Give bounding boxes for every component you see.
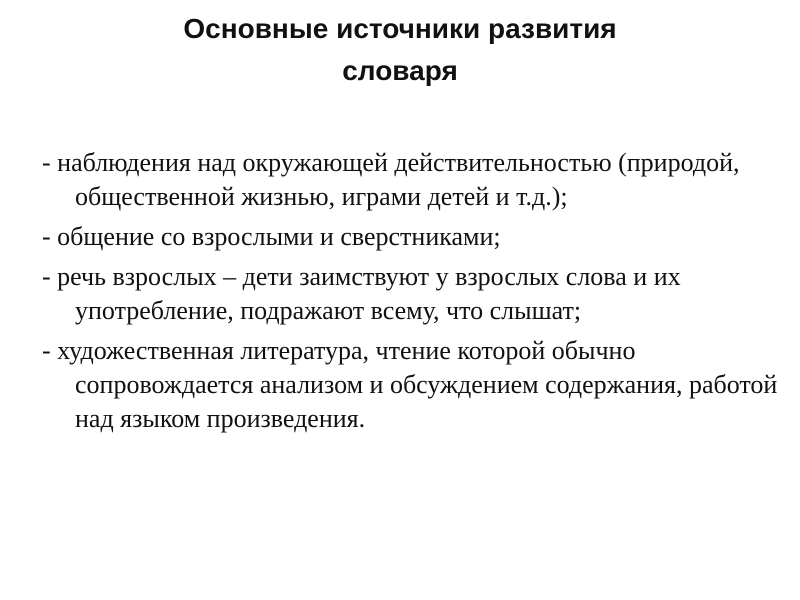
source-item-communication: - общение со взрослыми и сверстниками; bbox=[42, 222, 501, 251]
source-item-fiction: - художественная литература, чтение которой обычно сопровождается анализом и обсуждением содержания, работой над языком произведения. bbox=[42, 336, 778, 433]
slide-title-line-1: Основные источники развития bbox=[183, 13, 617, 44]
slide-title-line-2: словаря bbox=[342, 55, 458, 86]
slide-title bbox=[100, 8, 700, 92]
source-item-adult-speech: - речь взрослых – дети заимствуют у взрослых слова и их употребление, подражают всему, что слышат; bbox=[42, 262, 681, 325]
source-list bbox=[42, 146, 782, 442]
source-item-observation: - наблюдения над окружающей действительностью (природой, общественной жизнью, играми детей и т.д.); bbox=[42, 148, 740, 211]
